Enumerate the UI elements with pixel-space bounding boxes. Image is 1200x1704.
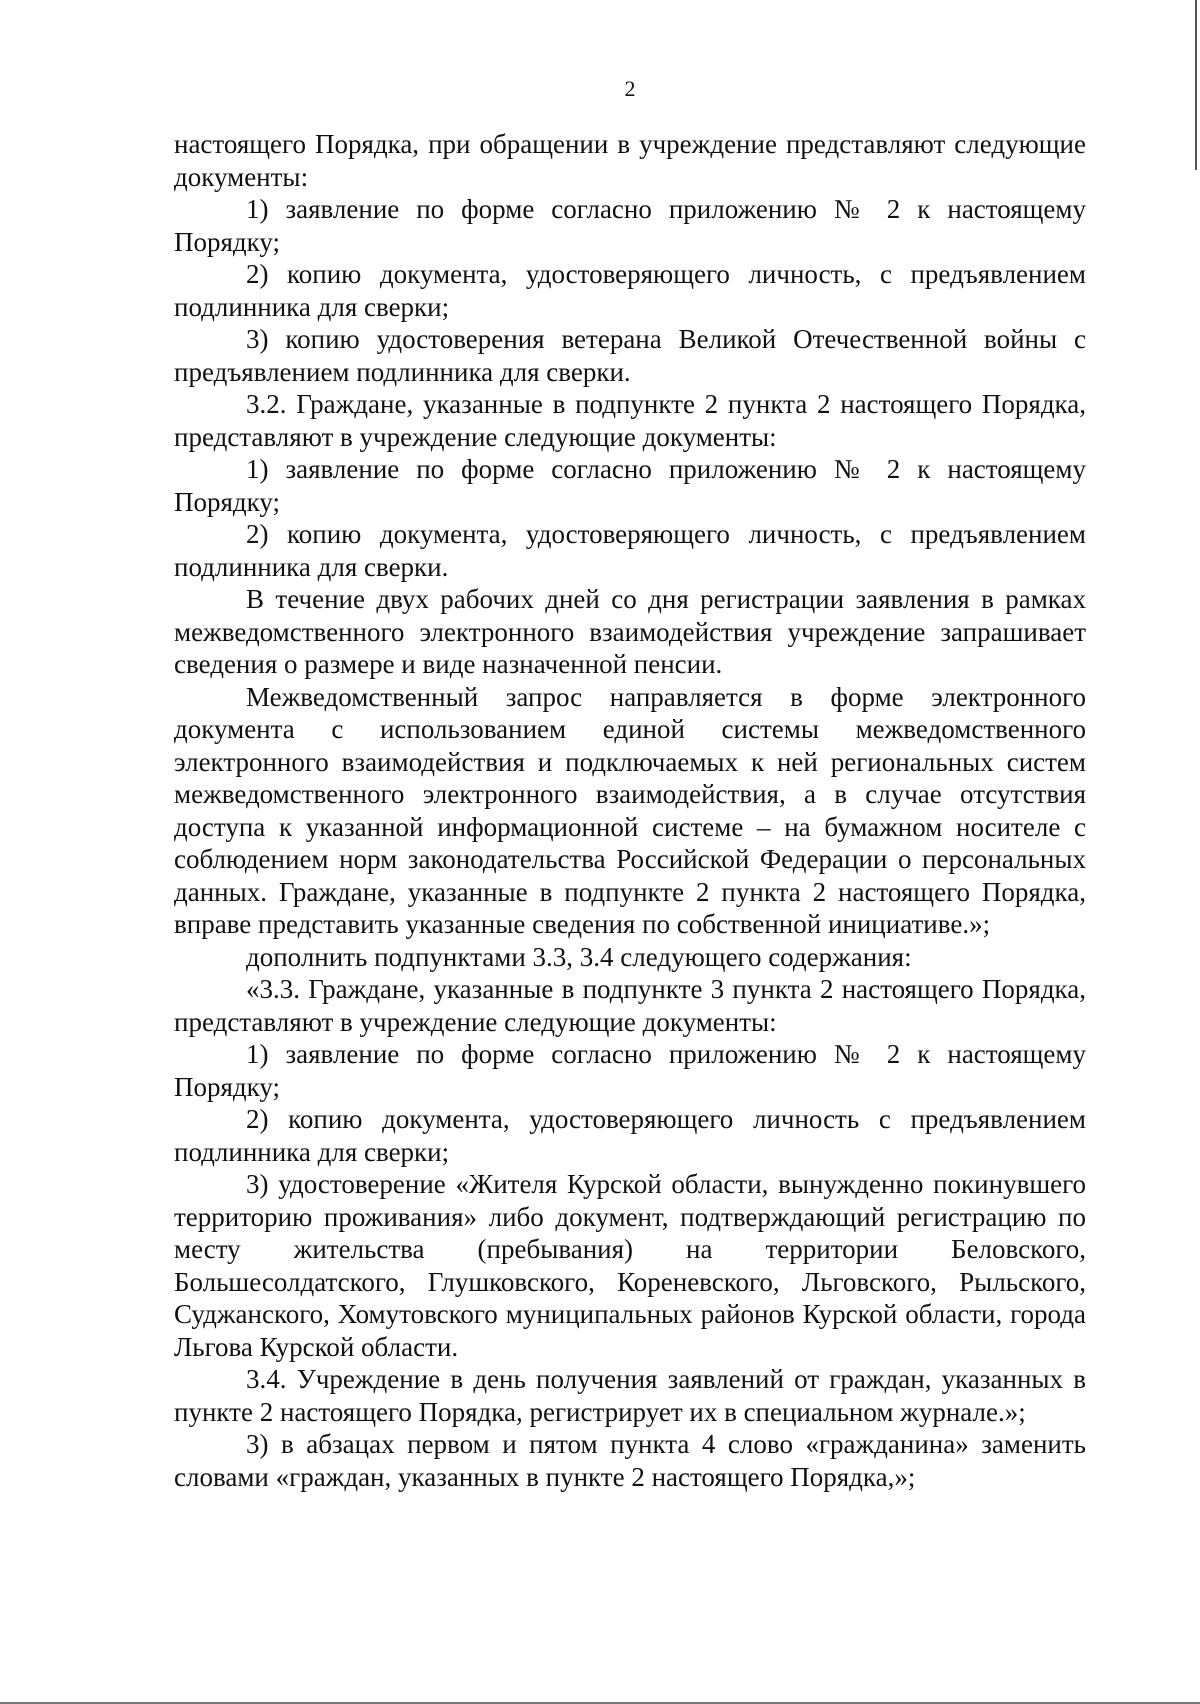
paragraph-item-resident-certificate: 3) удостоверение «Жителя Курской области, вынужденно покинувшего территорию проживания» либо документ, подтверждающий регистрацию по месту жительства (пребывания) на территории Беловского, Большесолдатского, Глушковского, Кореневского, Льговского, Рыльского, Суджанского, Хомутовского муниципальных районов Курской области, города Льгова Курской области.	[174, 1169, 1086, 1362]
paragraph-item-id-copy: 2) копию документа, удостоверяющего личность, с предъявлением подлинника для сверки.	[174, 519, 1086, 582]
paragraph-clause-3-3: «3.3. Граждане, указанные в подпункте 3 пункта 2 настоящего Порядка, представляют в учреждение следующие документы:	[174, 974, 1086, 1037]
page-number: 2	[624, 76, 636, 101]
paragraph-item-id-copy: 2) копию документа, удостоверяющего личность, с предъявлением подлинника для сверки;	[174, 259, 1086, 322]
paragraph-clause-3-2: 3.2. Граждане, указанные в подпункте 2 пункта 2 настоящего Порядка, представляют в учреждение следующие документы:	[174, 389, 1086, 452]
document-body	[174, 128, 1086, 1493]
paragraph-clause-3-4: 3.4. Учреждение в день получения заявлений от граждан, указанных в пункте 2 настоящего Порядка, регистрирует их в специальном журнале.»;	[174, 1364, 1086, 1427]
paragraph-item-application: 1) заявление по форме согласно приложению № 2 к настоящему Порядку;	[174, 1039, 1086, 1102]
paragraph-item-application: 1) заявление по форме согласно приложению № 2 к настоящему Порядку;	[174, 454, 1086, 517]
paragraph-continuation: настоящего Порядка, при обращении в учреждение представляют следующие документы:	[174, 129, 1086, 192]
paragraph-item-id-copy: 2) копию документа, удостоверяющего личность с предъявлением подлинника для сверки;	[174, 1104, 1086, 1167]
paragraph-interagency-request-timing: В течение двух рабочих дней со дня регистрации заявления в рамках межведомственного электронного взаимодействия учреждение запрашивает сведения о размере и виде назначенной пенсии.	[174, 584, 1086, 679]
paragraph-amendment-intro: дополнить подпунктами 3.3, 3.4 следующего содержания:	[246, 941, 912, 972]
paragraph-item-application: 1) заявление по форме согласно приложению № 2 к настоящему Порядку;	[174, 194, 1086, 257]
paragraph-item-veteran-certificate: 3) копию удостоверения ветерана Великой Отечественной войны с предъявлением подлинника для сверки.	[174, 324, 1086, 387]
paragraph-interagency-request-form: Межведомственный запрос направляется в форме электронного документа с использованием единой системы межведомственного электронного взаимодействия и подключаемых к ней региональных систем межведомственного электронного взаимодействия, а в случае отсутствия доступа к указанной информационной системе – на бумажном носителе с соблюдением норм законодательства Российской Федерации о персональных данных. Граждане, указанные в подпункте 2 пункта 2 настоящего Порядка, вправе представить указанные сведения по собственной инициативе.»;	[174, 681, 1086, 939]
paragraph-amendment-3: 3) в абзацах первом и пятом пункта 4 слово «гражданина» заменить словами «граждан, указанных в пункте 2 настоящего Порядка,»;	[174, 1429, 1086, 1492]
